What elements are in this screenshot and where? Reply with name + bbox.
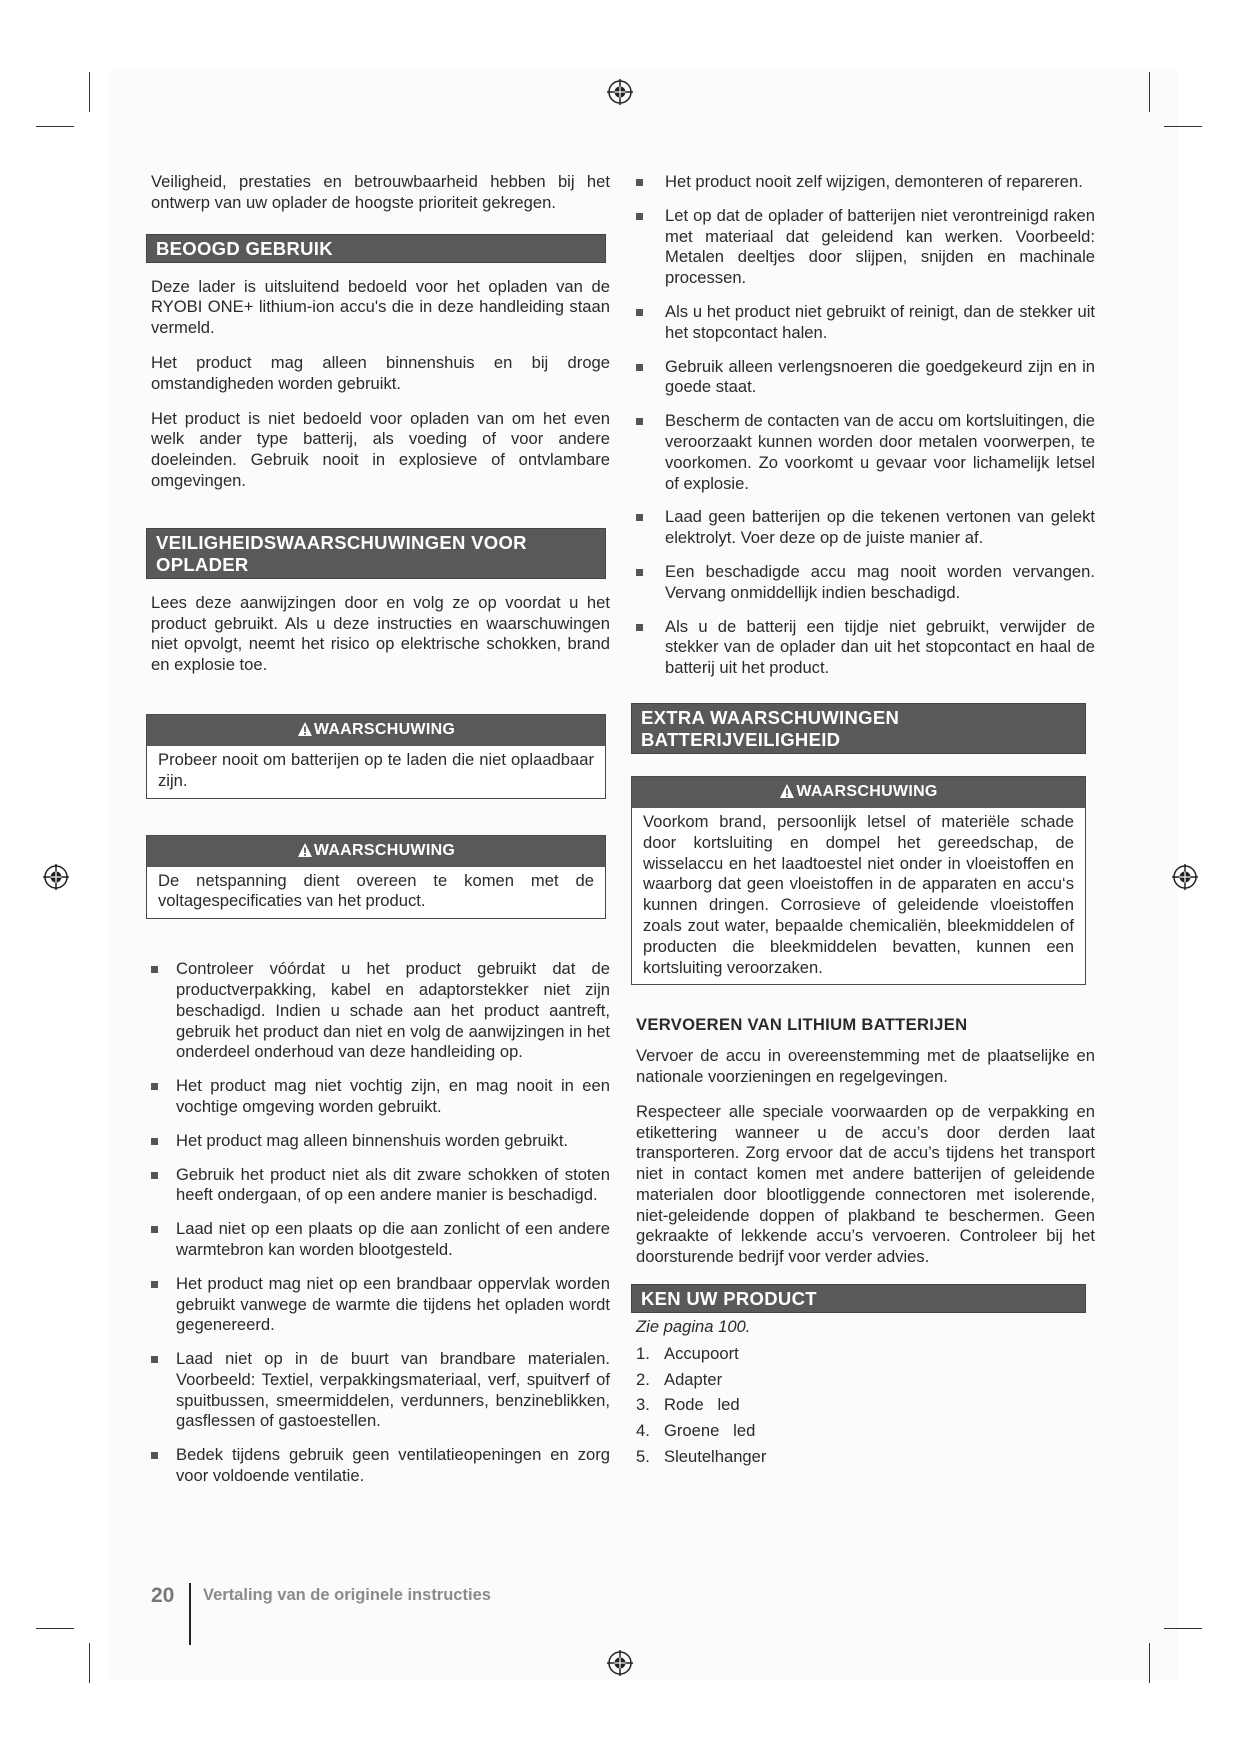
footer-divider bbox=[189, 1583, 191, 1645]
warning-box bbox=[146, 714, 606, 799]
paragraph: Lees deze aanwijzingen door en volg ze op voordat u het product gebruikt. Als u deze instructies en waarschuwingen niet opvolgt, neemt het risico op elektrische schokken, brand en explosie toe. bbox=[151, 592, 610, 675]
bullet-square-icon bbox=[636, 418, 643, 425]
paragraph: Deze lader is uitsluitend bedoeld voor het opladen van de RYOBI ONE+ lithium-ion accu's die in deze handleiding staan vermeld. bbox=[151, 276, 610, 338]
safety-bullet-list bbox=[151, 959, 610, 1487]
section-heading-intended-use: BEOOGD GEBRUIK bbox=[146, 234, 606, 263]
warning-box bbox=[146, 835, 606, 920]
bullet-square-icon bbox=[636, 624, 643, 631]
bullet-square-icon bbox=[151, 1138, 158, 1145]
crop-mark bbox=[1149, 72, 1150, 112]
section-heading-safety: VEILIGHEIDSWAARSCHUWINGEN VOOR OPLADER bbox=[146, 528, 606, 579]
list-item: 5. Sleutelhanger bbox=[636, 1447, 767, 1467]
bullet-square-icon bbox=[151, 1226, 158, 1233]
registration-mark-icon bbox=[43, 864, 69, 890]
parts-list bbox=[636, 1344, 1095, 1468]
warning-header bbox=[147, 715, 605, 746]
left-column bbox=[151, 172, 610, 1500]
list-item: Als u het product niet gebruikt of reinigt, dan de stekker uit het stopcontact halen. bbox=[636, 302, 1095, 344]
crop-mark bbox=[1164, 1628, 1202, 1629]
right-column bbox=[636, 172, 1095, 1473]
footer-text: Vertaling van de originele instructies bbox=[203, 1586, 491, 1604]
bullet-square-icon bbox=[151, 1172, 158, 1179]
crop-mark bbox=[89, 72, 90, 112]
crop-mark bbox=[36, 126, 74, 127]
bullet-square-icon bbox=[636, 309, 643, 316]
bullet-square-icon bbox=[636, 179, 643, 186]
list-item: Laad niet op in de buurt van brandbare materialen. Voorbeeld: Textiel, verpakkingsmateriaal, verf, spuitverf of spuitbussen, smeermiddelen, verdunners, benzineblikken, gasflessen of gastoestellen. bbox=[151, 1349, 610, 1432]
list-item: Gebruik alleen verlengsnoeren die goedgekeurd zijn en in goede staat. bbox=[636, 357, 1095, 399]
warning-box bbox=[631, 776, 1086, 985]
list-item: 1. Accupoort bbox=[636, 1343, 739, 1363]
registration-mark-icon bbox=[607, 79, 633, 105]
bullet-square-icon bbox=[636, 514, 643, 521]
warning-title: WAARSCHUWING bbox=[796, 782, 938, 800]
bullet-square-icon bbox=[636, 213, 643, 220]
bullet-square-icon bbox=[636, 364, 643, 371]
intro-paragraph: Veiligheid, prestaties en betrouwbaarheid hebben bij het ontwerp van uw oplader de hoogste prioriteit gekregen. bbox=[151, 172, 610, 212]
bullet-square-icon bbox=[151, 1452, 158, 1459]
paragraph: Het product is niet bedoeld voor opladen van om het even welk ander type batterij, als voeding of voor andere doeleinden. Gebruik nooit in explosieve of ontvlambare omgevingen. bbox=[151, 408, 610, 490]
list-item: Laad niet op een plaats op die aan zonlicht of een andere warmtebron kan worden blootgesteld. bbox=[151, 1219, 610, 1261]
section-heading-extra-warnings: EXTRA WAARSCHUWINGEN BATTERIJVEILIGHEID bbox=[631, 703, 1086, 754]
crop-mark bbox=[1164, 126, 1202, 127]
warning-triangle-icon bbox=[297, 721, 313, 743]
page-number: 20 bbox=[151, 1584, 175, 1607]
bullet-square-icon bbox=[151, 1083, 158, 1090]
warning-text: De netspanning dient overeen te komen met de voltagespecificaties van het product. bbox=[158, 870, 594, 911]
bullet-square-icon bbox=[636, 569, 643, 576]
paragraph: Vervoer de accu in overeenstemming met de plaatselijke en nationale voorzieningen en regelgevingen. bbox=[636, 1046, 1095, 1086]
list-item: 4. Groene led bbox=[636, 1421, 756, 1441]
bullet-square-icon bbox=[151, 1356, 158, 1363]
bullet-square-icon bbox=[151, 1281, 158, 1288]
list-item: Het product mag niet vochtig zijn, en mag nooit in een vochtige omgeving worden gebruikt. bbox=[151, 1076, 610, 1118]
warning-triangle-icon bbox=[779, 783, 795, 805]
warning-header bbox=[147, 836, 605, 867]
warning-header bbox=[632, 777, 1085, 808]
list-item: Bescherm de contacten van de accu om kortsluitingen, die veroorzaakt kunnen worden door metalen voorwerpen, te voorkomen. Zo voorkomt u gevaar voor lichamelijk letsel of explosie. bbox=[636, 411, 1095, 494]
crop-mark bbox=[1149, 1643, 1150, 1683]
safety-bullet-list bbox=[636, 172, 1095, 679]
list-item: Een beschadigde accu mag nooit worden vervangen. Vervang onmiddellijk indien beschadigd. bbox=[636, 562, 1095, 604]
warning-triangle-icon bbox=[297, 842, 313, 864]
list-item: Het product nooit zelf wijzigen, demonteren of repareren. bbox=[636, 172, 1095, 193]
warning-title: WAARSCHUWING bbox=[313, 720, 456, 738]
crop-mark bbox=[89, 1643, 90, 1683]
see-page-reference: Zie pagina 100. bbox=[636, 1317, 751, 1337]
bullet-square-icon bbox=[151, 966, 158, 973]
list-item: Laad geen batterijen op die tekenen vertonen van gelekt elektrolyt. Voer deze op de juiste manier af. bbox=[636, 507, 1095, 549]
list-item: 3. Rode led bbox=[636, 1395, 740, 1415]
list-item: Bedek tijdens gebruik geen ventilatieopeningen en zorg voor voldoende ventilatie. bbox=[151, 1445, 610, 1487]
list-item: Het product mag alleen binnenshuis worden gebruikt. bbox=[151, 1131, 610, 1152]
list-item: Het product mag niet op een brandbaar oppervlak worden gebruikt vanwege de warmte die tijdens het opladen wordt gegenereerd. bbox=[151, 1274, 610, 1336]
paragraph: Het product mag alleen binnenshuis en bij droge omstandigheden worden gebruikt. bbox=[151, 352, 610, 393]
warning-text: Probeer nooit om batterijen op te laden die niet oplaadbaar zijn. bbox=[158, 749, 594, 790]
registration-mark-icon bbox=[1172, 864, 1198, 890]
warning-text: Voorkom brand, persoonlijk letsel of materiële schade door kortsluiting en dompel het gereedschap, de wisselaccu en het laadtoestel niet onder in vloeistoffen en waarborg dat geen vloeistoffen in de apparaten en accu‘s kunnen dringen. Corrosieve of geleidende vloeistoffen zoals zout water, bepaalde chemicaliën, bleekmiddelen of producten die bleekmiddelen bevatten, kunnen een kortsluiting veroorzaken. bbox=[643, 811, 1074, 977]
list-item: Gebruik het product niet als dit zware schokken of stoten heeft ondergaan, of op een andere manier is beschadigd. bbox=[151, 1165, 610, 1207]
list-item: 2. Adapter bbox=[636, 1369, 723, 1389]
section-heading-know-product: KEN UW PRODUCT bbox=[631, 1284, 1086, 1313]
crop-mark bbox=[36, 1628, 74, 1629]
list-item: Als u de batterij een tijdje niet gebruikt, verwijder de stekker van de oplader dan uit het stopcontact en haal de batterij uit het product. bbox=[636, 617, 1095, 679]
warning-title: WAARSCHUWING bbox=[313, 841, 456, 859]
list-item: Let op dat de oplader of batterijen niet verontreinigd raken met materiaal dat geleidend kan werken. Voorbeeld: Metalen deeltjes door slijpen, snijden en machinale processen. bbox=[636, 206, 1095, 289]
paragraph: Respecteer alle speciale voorwaarden op de verpakking en etikettering wanneer u de accu’s door derden laat transporteren. Zorg ervoor dat de accu’s tijdens het transport niet in contact komen met andere batterijen of geleidende materialen door blootliggende connectoren met isolerende, niet-geleidende doppen of plakband te beschermen. Geen gekraakte of lekkende accu’s vervoeren. Controleer bij het doorsturende bedrijf voor verder advies. bbox=[636, 1101, 1095, 1267]
transport-heading: VERVOEREN VAN LITHIUM BATTERIJEN bbox=[636, 1015, 968, 1035]
list-item: Controleer vóórdat u het product gebruikt dat de productverpakking, kabel en adaptorstekker niet zijn beschadigd. Indien u schade aan het product aantreft, gebruik het product dan niet en volg de aanwijzingen in het onderdeel onderhoud van deze handleiding op. bbox=[151, 959, 610, 1063]
registration-mark-icon bbox=[607, 1650, 633, 1676]
